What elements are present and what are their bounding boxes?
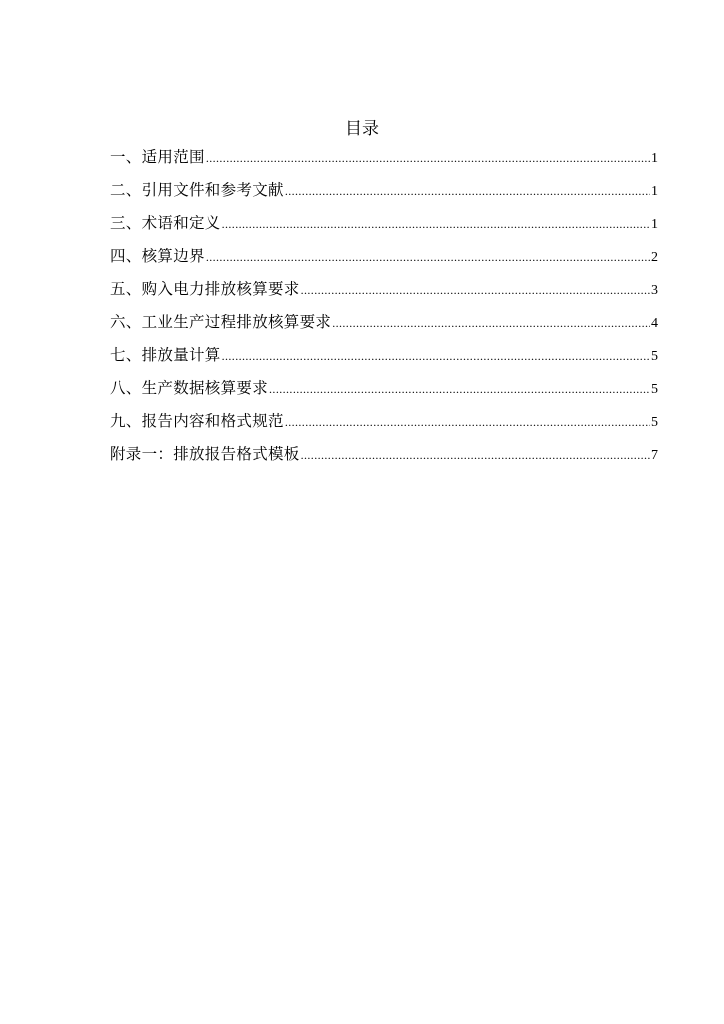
toc-entry-page-number: 1	[651, 184, 658, 199]
toc-entry-page-number: 2	[651, 250, 658, 265]
toc-entry-label: 四、核算边界	[110, 247, 205, 265]
toc-dot-leader	[206, 145, 650, 171]
toc-entry[interactable]	[110, 309, 658, 342]
toc-entry-label: 二、引用文件和参考文献	[110, 181, 284, 199]
toc-entry[interactable]	[110, 441, 658, 474]
toc-dot-leader	[206, 244, 650, 270]
toc-title: 目录	[345, 119, 379, 139]
table-of-contents	[110, 144, 658, 474]
toc-entry-label: 九、报告内容和格式规范	[110, 412, 284, 430]
toc-entry-label: 五、购入电力排放核算要求	[110, 280, 300, 298]
toc-dot-leader	[285, 409, 650, 435]
toc-entry[interactable]	[110, 375, 658, 408]
toc-entry-page-number: 5	[651, 415, 658, 430]
toc-entry-page-number: 4	[651, 316, 658, 331]
toc-entry-page-number: 1	[651, 217, 658, 232]
toc-entry[interactable]	[110, 177, 658, 210]
toc-entry[interactable]	[110, 210, 658, 243]
toc-entry-label: 附录一：排放报告格式模板	[110, 445, 300, 463]
toc-entry-label: 八、生产数据核算要求	[110, 379, 269, 397]
toc-entry[interactable]	[110, 243, 658, 276]
toc-dot-leader	[301, 277, 650, 303]
toc-entry[interactable]	[110, 276, 658, 309]
toc-entry-page-number: 7	[651, 448, 658, 463]
toc-dot-leader	[301, 442, 650, 468]
toc-entry-label: 六、工业生产过程排放核算要求	[110, 313, 332, 331]
toc-entry-page-number: 3	[651, 283, 658, 298]
toc-dot-leader	[285, 178, 650, 204]
toc-dot-leader	[332, 310, 650, 336]
toc-entry-page-number: 5	[651, 349, 658, 364]
toc-entry[interactable]	[110, 144, 658, 177]
toc-entry-label: 一、适用范围	[110, 148, 205, 166]
toc-entry[interactable]	[110, 342, 658, 375]
toc-dot-leader	[222, 211, 650, 237]
toc-entry-page-number: 5	[651, 382, 658, 397]
toc-entry[interactable]	[110, 408, 658, 441]
toc-entry-page-number: 1	[651, 151, 658, 166]
toc-dot-leader	[269, 376, 650, 402]
toc-dot-leader	[222, 343, 650, 369]
toc-entry-label: 三、术语和定义	[110, 214, 221, 232]
toc-entry-label: 七、排放量计算	[110, 346, 221, 364]
